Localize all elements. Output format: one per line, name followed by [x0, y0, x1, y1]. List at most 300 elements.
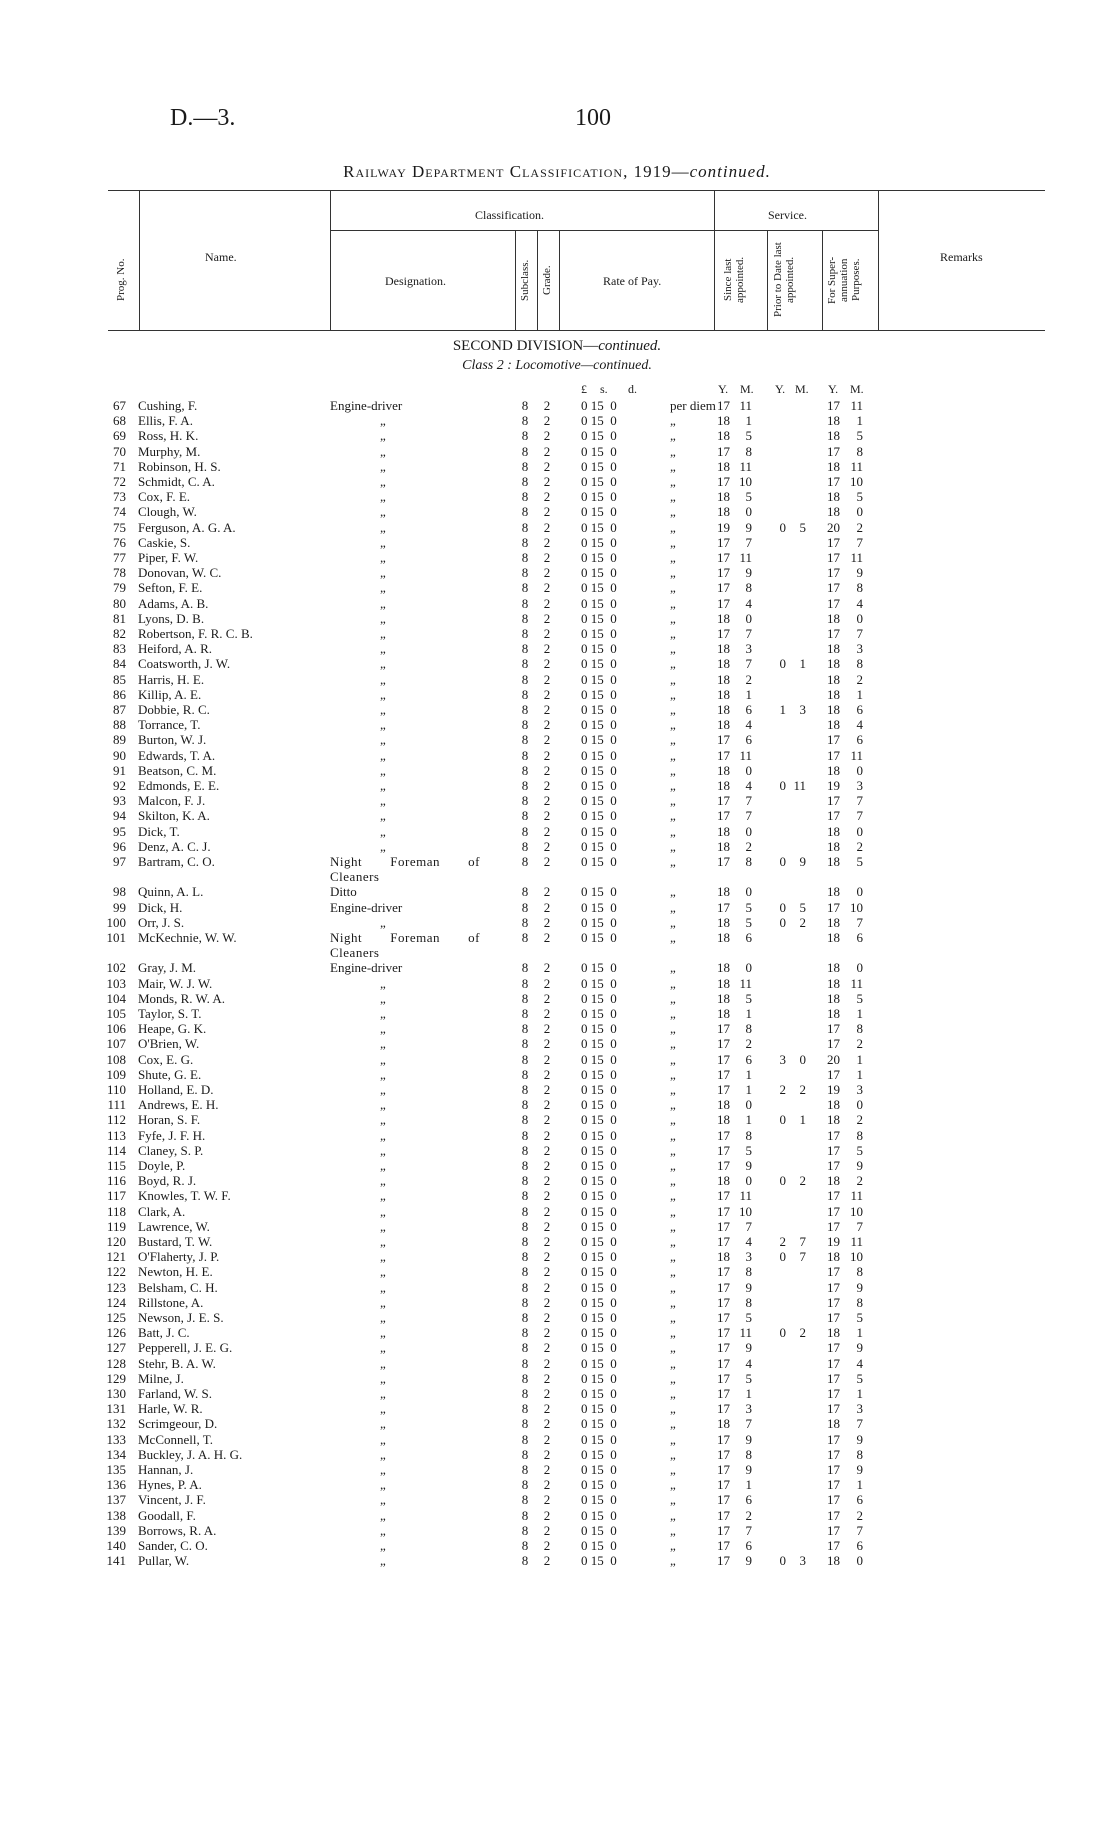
row-number: 136 — [106, 1477, 126, 1493]
row-name: Murphy, M. — [138, 443, 201, 459]
row-number: 73 — [113, 489, 126, 505]
row-since-years: 17 — [717, 1355, 730, 1371]
table-row — [0, 1143, 1114, 1158]
row-since-years: 17 — [717, 1538, 730, 1553]
row-subclass: 8 — [521, 1355, 529, 1371]
row-rate-unit: „ — [670, 1416, 676, 1432]
row-grade: 2 — [543, 990, 551, 1006]
row-subclass: 8 — [521, 1036, 529, 1052]
table-row — [0, 1325, 1114, 1340]
table-row — [0, 748, 1114, 763]
row-super-months: 5 — [856, 1370, 863, 1386]
row-super-months: 1 — [856, 1051, 863, 1067]
table-row — [0, 1401, 1114, 1416]
row-name: Goodall, F. — [138, 1507, 196, 1523]
table-row — [0, 580, 1114, 595]
row-since-months: 1 — [745, 1112, 752, 1128]
row-subclass: 8 — [521, 1021, 529, 1037]
row-name: Batt, J. C. — [138, 1325, 190, 1341]
row-rate-of-pay: 0 15 0 — [581, 474, 617, 489]
row-name: Doyle, P. — [138, 1158, 186, 1173]
row-name: Cushing, F. — [138, 398, 198, 413]
division-continued: continued. — [598, 338, 662, 354]
row-super-months: 11 — [850, 747, 863, 763]
row-name: Edwards, T. A. — [138, 747, 216, 763]
row-super-months: 6 — [856, 732, 863, 748]
row-name: Fyfe, J. F. H. — [138, 1127, 206, 1143]
table-row — [0, 1112, 1114, 1127]
table-row — [0, 1447, 1114, 1462]
row-super-months: 4 — [856, 1355, 863, 1371]
row-rate-of-pay: 0 15 0 — [581, 808, 617, 824]
row-super-months: 8 — [856, 1294, 863, 1310]
row-subclass: 8 — [521, 1507, 529, 1523]
row-designation: „ — [380, 1340, 386, 1356]
row-grade: 2 — [543, 458, 551, 474]
row-super-months: 11 — [850, 398, 863, 413]
row-number: 82 — [113, 626, 126, 641]
row-rate-unit: „ — [670, 1553, 676, 1569]
row-grade: 2 — [543, 1249, 551, 1265]
row-number: 72 — [113, 474, 126, 489]
row-number: 122 — [106, 1264, 126, 1280]
row-name: Clough, W. — [138, 504, 197, 520]
row-since-years: 17 — [717, 443, 730, 459]
row-super-years: 17 — [827, 1279, 840, 1295]
row-subclass: 8 — [521, 990, 529, 1006]
row-subclass: 8 — [521, 1401, 529, 1417]
row-rate-of-pay: 0 15 0 — [581, 671, 617, 687]
row-subclass: 8 — [521, 960, 529, 976]
row-name: Skilton, K. A. — [138, 808, 210, 824]
table-row — [0, 672, 1114, 687]
table-row — [0, 1416, 1114, 1431]
row-rate-unit: „ — [670, 550, 676, 565]
row-grade: 2 — [543, 1218, 551, 1234]
row-subclass: 8 — [521, 428, 529, 444]
row-since-months: 11 — [739, 550, 752, 565]
row-super-months: 5 — [856, 1310, 863, 1325]
row-super-months: 7 — [856, 1218, 863, 1234]
row-super-years: 18 — [827, 1249, 840, 1265]
row-designation: „ — [380, 1477, 386, 1493]
row-since-months: 1 — [745, 1066, 752, 1082]
row-grade: 2 — [543, 519, 551, 535]
row-since-months: 0 — [745, 610, 752, 626]
row-name: Mair, W. J. W. — [138, 975, 213, 991]
row-name: Robinson, H. S. — [138, 458, 221, 474]
row-rate-unit: „ — [670, 1386, 676, 1401]
row-rate-of-pay: 0 15 0 — [581, 1142, 617, 1158]
row-rate-unit: „ — [670, 1325, 676, 1341]
row-super-months: 6 — [856, 1492, 863, 1508]
row-number: 125 — [106, 1310, 126, 1325]
row-grade: 2 — [543, 1416, 551, 1432]
row-name: Monds, R. W. A. — [138, 990, 226, 1006]
table-row — [0, 991, 1114, 1006]
row-super-months: 5 — [856, 990, 863, 1006]
col-classification: Classification. — [475, 208, 544, 222]
row-rate-unit: „ — [670, 1446, 676, 1462]
row-subclass: 8 — [521, 1279, 529, 1295]
title-continued: continued. — [689, 162, 771, 181]
row-number: 134 — [106, 1446, 126, 1462]
row-super-months: 0 — [856, 762, 863, 778]
row-name: Denz, A. C. J. — [138, 838, 211, 854]
row-super-months: 2 — [856, 1036, 863, 1052]
row-rate-of-pay: 0 15 0 — [581, 1462, 617, 1477]
row-grade: 2 — [543, 1097, 551, 1113]
row-rate-of-pay: 0 15 0 — [581, 641, 617, 657]
row-since-years: 17 — [717, 747, 730, 763]
col-divider — [537, 230, 538, 330]
row-name: Taylor, S. T. — [138, 1006, 202, 1021]
row-rate-of-pay: 0 15 0 — [581, 1066, 617, 1082]
row-rate-unit: „ — [670, 823, 676, 839]
row-rate-of-pay: 0 15 0 — [581, 1279, 617, 1295]
row-name: Rillstone, A. — [138, 1294, 204, 1310]
row-super-months: 9 — [856, 1462, 863, 1477]
row-rate-unit: „ — [670, 732, 676, 748]
row-super-months: 7 — [856, 793, 863, 809]
row-subclass: 8 — [521, 534, 529, 550]
row-rate-unit: „ — [670, 854, 676, 869]
row-grade: 2 — [543, 413, 551, 429]
row-prior-years: 0 — [779, 1553, 786, 1569]
row-rate-of-pay: 0 15 0 — [581, 884, 617, 900]
row-subclass: 8 — [521, 854, 529, 869]
row-number: 86 — [113, 686, 126, 702]
row-super-years: 17 — [827, 1203, 840, 1219]
row-subclass: 8 — [521, 1158, 529, 1173]
row-grade: 2 — [543, 1310, 551, 1325]
class-title: Class 2 : Locomotive—continued. — [462, 358, 652, 373]
row-subclass: 8 — [521, 1431, 529, 1447]
row-designation: „ — [380, 1249, 386, 1265]
row-number: 79 — [113, 580, 126, 596]
row-since-years: 17 — [717, 1264, 730, 1280]
table-row — [0, 474, 1114, 489]
row-grade: 2 — [543, 747, 551, 763]
row-prior-months: 7 — [799, 1249, 806, 1265]
row-name: O'Brien, W. — [138, 1036, 200, 1052]
table-row — [0, 1219, 1114, 1234]
row-rate-unit: „ — [670, 1340, 676, 1356]
row-number: 107 — [106, 1036, 126, 1052]
row-since-months: 1 — [745, 686, 752, 702]
row-subclass: 8 — [521, 1416, 529, 1432]
row-prior-months: 0 — [799, 1051, 806, 1067]
table-row — [0, 1356, 1114, 1371]
row-super-years: 17 — [827, 1066, 840, 1082]
row-rate-unit: „ — [670, 1507, 676, 1523]
row-super-months: 10 — [850, 474, 863, 489]
row-since-years: 17 — [717, 1036, 730, 1052]
row-designation: „ — [380, 656, 386, 672]
row-rate-of-pay: 0 15 0 — [581, 428, 617, 444]
row-super-months: 0 — [856, 1097, 863, 1113]
row-number: 130 — [106, 1386, 126, 1401]
row-rate-unit: „ — [670, 474, 676, 489]
row-super-years: 18 — [827, 458, 840, 474]
row-super-years: 17 — [827, 626, 840, 641]
row-designation: „ — [380, 428, 386, 444]
row-number: 70 — [113, 443, 126, 459]
row-super-years: 17 — [827, 1218, 840, 1234]
row-grade: 2 — [543, 1142, 551, 1158]
row-name: Vincent, J. F. — [138, 1492, 206, 1508]
row-designation: „ — [380, 1112, 386, 1128]
row-number: 123 — [106, 1279, 126, 1295]
row-number: 84 — [113, 656, 126, 672]
row-since-months: 2 — [745, 838, 752, 854]
row-prior-years: 3 — [779, 1051, 786, 1067]
row-super-months: 5 — [856, 489, 863, 505]
row-subclass: 8 — [521, 458, 529, 474]
row-since-months: 0 — [745, 884, 752, 900]
row-grade: 2 — [543, 1340, 551, 1356]
row-super-months: 9 — [856, 1158, 863, 1173]
row-since-months: 0 — [745, 762, 752, 778]
row-grade: 2 — [543, 1507, 551, 1523]
row-rate-unit: „ — [670, 975, 676, 991]
row-rate-of-pay: 0 15 0 — [581, 1325, 617, 1341]
row-since-years: 18 — [717, 504, 730, 520]
row-subclass: 8 — [521, 1386, 529, 1401]
row-name: Schmidt, C. A. — [138, 474, 215, 489]
row-super-years: 17 — [827, 443, 840, 459]
row-super-years: 18 — [827, 413, 840, 429]
row-designation: „ — [380, 1234, 386, 1249]
row-since-months: 10 — [739, 1203, 752, 1219]
row-grade: 2 — [543, 656, 551, 672]
table-row — [0, 1188, 1114, 1203]
row-super-months: 7 — [856, 1416, 863, 1432]
row-since-years: 17 — [717, 808, 730, 824]
row-grade: 2 — [543, 823, 551, 839]
table-row — [0, 1295, 1114, 1310]
row-rate-of-pay: 0 15 0 — [581, 458, 617, 474]
row-designation: „ — [380, 1173, 386, 1189]
row-number: 135 — [106, 1462, 126, 1477]
row-rate-of-pay: 0 15 0 — [581, 1416, 617, 1432]
row-prior-years: 0 — [779, 1173, 786, 1189]
row-grade: 2 — [543, 1066, 551, 1082]
row-rate-unit: „ — [670, 1538, 676, 1553]
table-row — [0, 778, 1114, 793]
row-number: 67 — [113, 398, 126, 413]
table-row — [0, 915, 1114, 930]
row-grade: 2 — [543, 1203, 551, 1219]
page-title — [0, 162, 1114, 182]
row-designation: „ — [380, 747, 386, 763]
row-designation: „ — [380, 580, 386, 596]
row-rate-of-pay: 0 15 0 — [581, 1218, 617, 1234]
row-number: 141 — [106, 1553, 126, 1569]
row-super-years: 18 — [827, 1112, 840, 1128]
row-number: 99 — [113, 899, 126, 915]
row-super-months: 9 — [856, 565, 863, 581]
row-subclass: 8 — [521, 656, 529, 672]
table-row — [0, 656, 1114, 671]
row-rate-unit: „ — [670, 1097, 676, 1113]
row-designation: „ — [380, 413, 386, 429]
row-rate-of-pay: 0 15 0 — [581, 610, 617, 626]
row-designation: Night Foreman of Cleaners — [330, 854, 480, 885]
row-super-years: 17 — [827, 1264, 840, 1280]
row-since-months: 4 — [745, 1355, 752, 1371]
row-name: Sefton, F. E. — [138, 580, 203, 596]
row-number: 105 — [106, 1006, 126, 1021]
row-rate-of-pay: 0 15 0 — [581, 1097, 617, 1113]
row-super-years: 17 — [827, 1355, 840, 1371]
row-super-months: 9 — [856, 1340, 863, 1356]
row-subclass: 8 — [521, 1522, 529, 1538]
row-number: 75 — [113, 519, 126, 535]
row-rate-of-pay: 0 15 0 — [581, 854, 617, 869]
row-since-years: 17 — [717, 1066, 730, 1082]
row-super-years: 17 — [827, 793, 840, 809]
table-row — [0, 413, 1114, 428]
row-since-years: 17 — [717, 474, 730, 489]
row-since-months: 8 — [745, 854, 752, 869]
row-grade: 2 — [543, 717, 551, 733]
table-row — [0, 1553, 1114, 1568]
row-super-years: 17 — [827, 550, 840, 565]
row-super-months: 11 — [850, 1188, 863, 1204]
table-row — [0, 459, 1114, 474]
row-designation: Engine-driver — [330, 398, 403, 413]
row-super-years: 17 — [827, 1021, 840, 1037]
row-super-years: 18 — [827, 489, 840, 505]
row-prior-months: 2 — [799, 914, 806, 930]
row-name: Stehr, B. A. W. — [138, 1355, 216, 1371]
row-designation: „ — [380, 778, 386, 793]
title-main: Railway Department Classification, 1919— — [343, 162, 690, 181]
row-number: 140 — [106, 1538, 126, 1553]
row-rate-of-pay: 0 15 0 — [581, 1249, 617, 1265]
row-since-months: 9 — [745, 1158, 752, 1173]
row-rate-of-pay: 0 15 0 — [581, 1203, 617, 1219]
row-since-months: 11 — [739, 975, 752, 991]
row-rate-unit: „ — [670, 1021, 676, 1037]
row-super-years: 18 — [827, 702, 840, 717]
row-super-months: 3 — [856, 778, 863, 793]
row-designation: „ — [380, 975, 386, 991]
row-since-months: 8 — [745, 580, 752, 596]
table-row — [0, 1477, 1114, 1492]
row-number: 93 — [113, 793, 126, 809]
row-since-months: 9 — [745, 519, 752, 535]
row-number: 126 — [106, 1325, 126, 1341]
row-rate-of-pay: 0 15 0 — [581, 580, 617, 596]
row-since-months: 7 — [745, 656, 752, 672]
row-rate-of-pay: 0 15 0 — [581, 1036, 617, 1052]
table-row — [0, 1021, 1114, 1036]
row-number: 83 — [113, 641, 126, 657]
row-subclass: 8 — [521, 1234, 529, 1249]
row-subclass: 8 — [521, 793, 529, 809]
row-super-years: 18 — [827, 823, 840, 839]
row-name: Clark, A. — [138, 1203, 186, 1219]
row-number: 91 — [113, 762, 126, 778]
row-designation: Engine-driver — [330, 899, 403, 915]
row-subclass: 8 — [521, 1112, 529, 1128]
row-number: 131 — [106, 1401, 126, 1417]
row-since-years: 17 — [717, 1340, 730, 1356]
row-super-months: 8 — [856, 1264, 863, 1280]
col-prog-no: Prog. No. — [115, 258, 127, 302]
row-number: 81 — [113, 610, 126, 626]
row-rate-unit: „ — [670, 793, 676, 809]
row-super-months: 3 — [856, 641, 863, 657]
row-prior-months: 2 — [799, 1325, 806, 1341]
row-subclass: 8 — [521, 732, 529, 748]
col-grade: Grade. — [541, 265, 553, 295]
row-designation: Night Foreman of Cleaners — [330, 930, 480, 961]
division-title — [0, 338, 1114, 355]
row-super-months: 0 — [856, 1553, 863, 1569]
row-super-years: 17 — [827, 1538, 840, 1553]
row-since-months: 1 — [745, 1386, 752, 1401]
row-rate-of-pay: 0 15 0 — [581, 930, 617, 945]
row-since-months: 7 — [745, 1416, 752, 1432]
service-subrule — [714, 230, 878, 231]
row-number: 77 — [113, 550, 126, 565]
row-grade: 2 — [543, 930, 551, 945]
row-rate-unit: „ — [670, 1462, 676, 1477]
row-grade: 2 — [543, 793, 551, 809]
row-since-years: 18 — [717, 1173, 730, 1189]
row-rate-unit: „ — [670, 580, 676, 596]
row-rate-unit: „ — [670, 504, 676, 520]
row-super-years: 17 — [827, 732, 840, 748]
row-since-years: 18 — [717, 413, 730, 429]
row-super-years: 17 — [827, 899, 840, 915]
row-rate-of-pay: 0 15 0 — [581, 975, 617, 991]
row-rate-unit: „ — [670, 930, 676, 945]
row-since-years: 17 — [717, 1279, 730, 1295]
row-super-years: 19 — [827, 1082, 840, 1097]
row-designation: „ — [380, 595, 386, 611]
row-grade: 2 — [543, 641, 551, 657]
row-grade: 2 — [543, 899, 551, 915]
row-name: Pepperell, J. E. G. — [138, 1340, 233, 1356]
unit-years-since: Y. — [718, 382, 729, 396]
row-grade: 2 — [543, 1325, 551, 1341]
row-super-years: 20 — [827, 1051, 840, 1067]
row-designation: „ — [380, 1325, 386, 1341]
col-divider — [515, 230, 516, 330]
row-subclass: 8 — [521, 823, 529, 839]
row-designation: „ — [380, 1127, 386, 1143]
row-since-years: 18 — [717, 838, 730, 854]
row-super-months: 8 — [856, 1446, 863, 1462]
row-grade: 2 — [543, 550, 551, 565]
row-since-months: 7 — [745, 626, 752, 641]
unit-years-prior: Y. — [775, 382, 786, 396]
division-name: SECOND DIVISION— — [452, 338, 599, 354]
row-rate-unit: „ — [670, 595, 676, 611]
table-row — [0, 900, 1114, 915]
row-name: Knowles, T. W. F. — [138, 1188, 231, 1204]
row-since-years: 17 — [717, 1310, 730, 1325]
row-rate-unit: „ — [670, 641, 676, 657]
row-rate-unit: „ — [670, 762, 676, 778]
row-since-months: 9 — [745, 1431, 752, 1447]
row-super-years: 18 — [827, 838, 840, 854]
col-divider — [767, 230, 768, 330]
